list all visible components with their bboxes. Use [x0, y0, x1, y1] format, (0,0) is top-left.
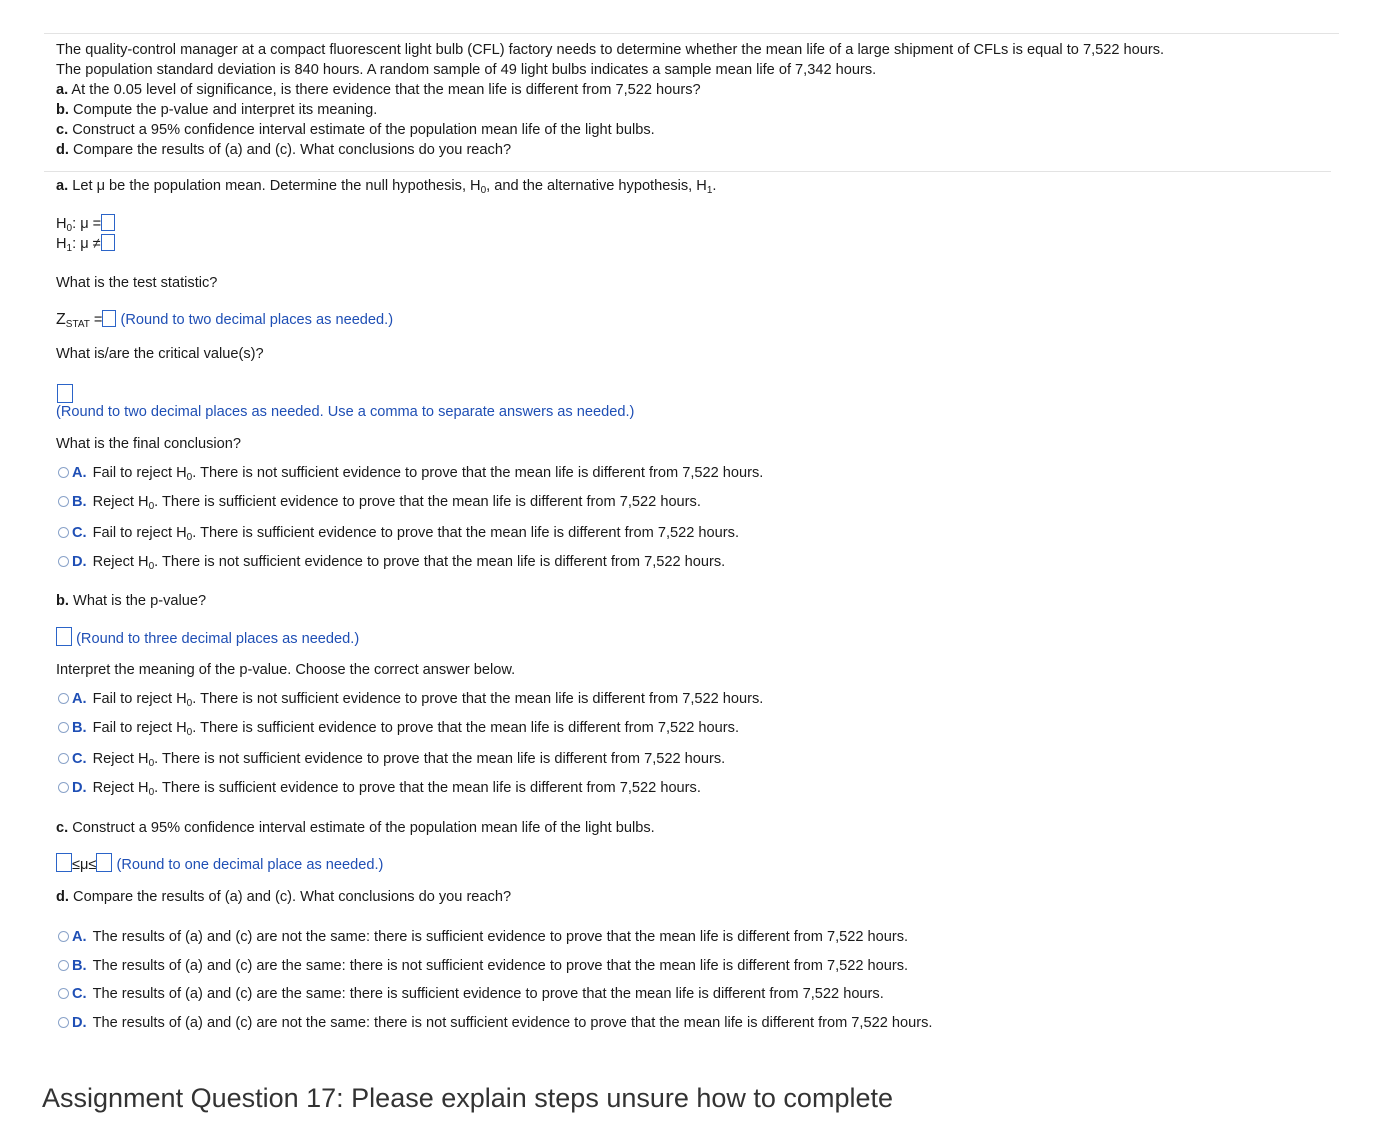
radio-button[interactable] [58, 527, 69, 538]
task-a: a. At the 0.05 level of significance, is there evidence that the mean life is different from 7,522 hours? [56, 82, 701, 98]
radio-button[interactable] [58, 782, 69, 793]
radio-button[interactable] [58, 988, 69, 999]
assignment-footer: Assignment Question 17: Please explain steps unsure how to complete [42, 1083, 893, 1113]
radio-button[interactable] [58, 1017, 69, 1028]
top-divider [44, 33, 1339, 34]
intro-line-1: The quality-control manager at a compact fluorescent light bulb (CFL) factory needs to determine whether the mean life of a large shipment of CFLs is equal to 7,522 hours. [56, 42, 1165, 58]
p-value-input[interactable] [56, 627, 72, 646]
ci-hint: (Round to one decimal place as needed.) [116, 857, 384, 873]
part-d-option-a[interactable]: A. The results of (a) and (c) are not the same: there is sufficient evidence to prove that the mean life is different from 7,522 hours. [58, 929, 908, 945]
radio-button[interactable] [58, 960, 69, 971]
radio-button[interactable] [58, 931, 69, 942]
critical-hint: (Round to two decimal places as needed. Use a comma to separate answers as needed.) [56, 404, 635, 420]
ci-lower-input[interactable] [56, 853, 72, 872]
part-a-option-d[interactable]: D. Reject $H_0$. There is not sufficient evidence to prove that the mean life is different from 7,522 hours. [58, 554, 725, 572]
h0-row: $H_0$: μ = [56, 214, 115, 234]
h1-value-input[interactable] [101, 234, 115, 251]
task-d: d. Compare the results of (a) and (c). What conclusions do you reach? [56, 142, 512, 158]
conclusion-question: What is the final conclusion? [56, 436, 241, 452]
part-b-option-a[interactable]: A. Fail to reject $H_0$. There is not sufficient evidence to prove that the mean life is different from 7,522 hours. [58, 691, 763, 709]
part-a-option-a[interactable]: A. Fail to reject $H_0$. There is not sufficient evidence to prove that the mean life is different from 7,522 hours. [58, 465, 763, 483]
zstat-input[interactable] [102, 310, 116, 327]
part-b-option-d[interactable]: D. Reject $H_0$. There is sufficient evidence to prove that the mean life is different from 7,522 hours. [58, 780, 701, 798]
radio-button[interactable] [58, 496, 69, 507]
ci-upper-input[interactable] [96, 853, 112, 872]
h1-row: $H_1$: μ ≠ [56, 234, 115, 254]
part-a-option-b[interactable]: B. Reject $H_0$. There is sufficient evidence to prove that the mean life is different from 7,522 hours. [58, 494, 701, 512]
radio-button[interactable] [58, 467, 69, 478]
ci-row: ≤μ≤ (Round to one decimal place as needed.) [56, 853, 383, 873]
p-value-row [56, 627, 359, 647]
task-c: c. Construct a 95% confidence interval estimate of the population mean life of the light bulbs. [56, 122, 655, 138]
part-b-option-c[interactable]: C. Reject $H_0$. There is not sufficient evidence to prove that the mean life is different from 7,522 hours. [58, 751, 725, 769]
test-stat-question: What is the test statistic? [56, 275, 218, 291]
h0-value-input[interactable] [101, 214, 115, 231]
critical-question: What is/are the critical value(s)? [56, 346, 264, 362]
part-a-option-c[interactable]: C. Fail to reject $H_0$. There is sufficient evidence to prove that the mean life is different from 7,522 hours. [58, 525, 739, 543]
task-b: b. Compute the p-value and interpret its meaning. [56, 102, 378, 118]
part-b-question: b. What is the p-value? [56, 593, 207, 609]
radio-button[interactable] [58, 556, 69, 567]
part-d-question: d. Compare the results of (a) and (c). What conclusions do you reach? [56, 889, 512, 905]
part-d-option-c[interactable]: C. The results of (a) and (c) are the same: there is sufficient evidence to prove that the mean life is different from 7,522 hours. [58, 986, 884, 1002]
zstat-hint: (Round to two decimal places as needed.) [120, 312, 394, 328]
intro-line-2: The population standard deviation is 840 hours. A random sample of 49 light bulbs indicates a sample mean life of 7,342 hours. [56, 62, 877, 78]
radio-button[interactable] [58, 693, 69, 704]
part-d-option-d[interactable]: D. The results of (a) and (c) are not the same: there is not sufficient evidence to prove that the mean life is different from 7,522 hours. [58, 1015, 932, 1031]
part-a-prompt: a. Let μ be the population mean. Determine the null hypothesis, $H_0$, and the alternative hypothesis, $H_1$. [56, 178, 717, 196]
part-c-question: c. Construct a 95% confidence interval estimate of the population mean life of the light bulbs. [56, 820, 655, 836]
part-b-option-b[interactable]: B. Fail to reject $H_0$. There is sufficient evidence to prove that the mean life is different from 7,522 hours. [58, 720, 739, 738]
radio-button[interactable] [58, 722, 69, 733]
part-d-option-b[interactable]: B. The results of (a) and (c) are the same: there is not sufficient evidence to prove that the mean life is different from 7,522 hours. [58, 958, 908, 974]
interpret-question: Interpret the meaning of the p-value. Choose the correct answer below. [56, 662, 516, 678]
radio-button[interactable] [58, 753, 69, 764]
critical-value-input[interactable] [57, 384, 73, 403]
p-value-hint: (Round to three decimal places as needed.) [76, 631, 360, 647]
zstat-row: $Z_{STAT}$ = (Round to two decimal places as needed.) [56, 311, 394, 330]
section-divider [44, 171, 1331, 172]
